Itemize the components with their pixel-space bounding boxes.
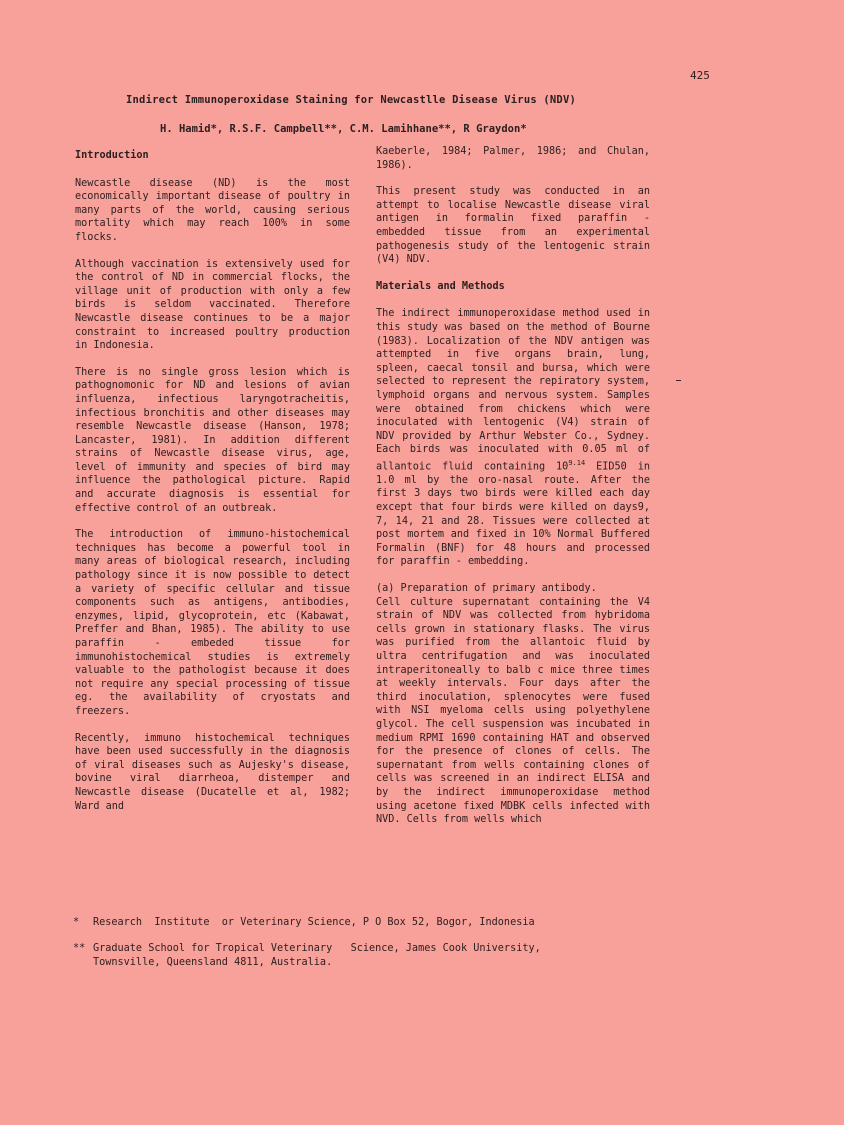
footnotes [73,916,663,982]
footnote-2-mark: ** [73,943,86,954]
footnote-2 [73,942,663,970]
continuation-paragraph: Kaeberle, 1984; Palmer, 1986; and Chulan, 1986). [376,146,650,171]
left-column [75,147,350,813]
footnote-2-text: Graduate School for Tropical Veterinary Science, James Cook University, Townsville, Queensland 4811, Australia. [93,943,541,968]
stray-print-mark [676,380,681,381]
methods-superscript: 9.14 [568,458,586,467]
intro-paragraph-1: Newcastle disease (ND) is the most economically important disease of poultry in many parts of the world, causing serious mortality which may reach 100% in some flocks. [75,177,350,243]
antibody-paragraph: Cell culture supernatant containing the V4 strain of NDV was collected from hybridoma cells grown in stationary flasks. The virus was purified from the allantoic fluid by ultra centrifugation and was inoculated intraperitoneally to balb c mice three times at weekly intervals. Four days after the third inoculation, splenocytes were fused with NSI myeloma cells using polyethylene glycol. The cell suspension was incubated in medium RPMI 1690 containing HAT and observed for the presence of clones of cells. The supernatant from wells containing clones of cells was screened in an indirect ELISA and by the indirect immunoperoxidase method using acetone fixed MDBK cells infected with NVD. Cells from wells which [376,596,650,826]
study-paragraph: This present study was conducted in an attempt to localise Newcastle disease viral antigen in formalin fixed paraffin - embedded tissue from an experimental pathogenesis study of the lentogenic strain (V4) NDV. [376,186,650,266]
page-number: 425 [690,69,710,82]
methods-paragraph [376,307,650,569]
footnote-1 [73,916,663,930]
intro-paragraph-3: There is no single gross lesion which is pathognomonic for ND and lesions of avian influenza, infectious laryngotracheitis, infectious bronchitis and other diseases may resemble Newcastle disease (Hanson, 1978; Lancaster, 1981). In addition different strains of Newcastle disease virus, age, level of immunity and species of bird may influence the pathological picture. Rapid and accurate diagnosis is essential for effective control of an outbreak. [75,366,350,514]
footnote-1-mark: * [73,917,80,928]
intro-paragraph-5: Recently, immuno histochemical techniques have been used successfully in the diagnosis of viral diseases such as Aujesky's disease, bovine viral diarrheoa, distemper and Newcastle disease (Ducatelle et al, 1982; Ward and [75,732,350,812]
intro-paragraph-4: The introduction of immuno-histochemical techniques has become a powerful tool in many areas of biological research, including pathology since it is now possible to detect a variety of specific cellular and tissue components such as antigens, antibodies, enzymes, lipid, glycoprotein, etc (Kabawat, Preffer and Bhan, 1985). The ability to use paraffin - embeded tissue for immunohistochemical studies is extremely valuable to the pathologist because it does not require any special processing of tissue eg. the availability of cryostats and freezers. [75,529,350,717]
intro-paragraph-2: Although vaccination is extensively used for the control of ND in commercial flocks, the village unit of production with only a few birds is seldom vaccinated. Therefore Newcastle disease continues to be a major constraint to increased poultry production in Indonesia. [75,258,350,352]
paper-title: Indirect Immunoperoxidase Staining for Newcastlle Disease Virus (NDV) [126,94,576,106]
methods-text-part-2: EID50 in 1.0 ml by the oro-nasal route. After the first 3 days two birds were killed each day except that four birds were killed on days9, 7, 14, 21 and 28. Tissues were collected at post mortem and fixed in 10% Normal Buffered Formalin (BNF) for 48 hours and processed for paraffin - embedding. [376,461,650,568]
footnote-1-text: Research Institute or Veterinary Science, P O Box 52, Bogor, Indonesia [93,917,535,928]
materials-methods-heading: Materials and Methods [376,280,505,292]
author-list: H. Hamid*, R.S.F. Campbell**, C.M. Lamihhane**, R Graydon* [160,123,527,135]
right-column [376,145,650,827]
introduction-heading: Introduction [75,150,149,161]
antibody-subheading: (a) Preparation of primary antibody. [376,583,597,595]
methods-text-part-1: The indirect immunoperoxidase method used in this study was based on the method of Bourne (1983). Localization of the NDV antigen was attempted in five organs brain, lung, spleen, caecal tonsil and bursa, which were selected to represent the repiratory system, lymphoid organs and nervous system. Samples were obtained from chickens which were inoculated with lentogenic (V4) strain of NDV provided by Arthur Webster Co., Sydney. Each birds was inoculated with 0.05 ml of allantoic fluid containing 10 [376,308,650,473]
